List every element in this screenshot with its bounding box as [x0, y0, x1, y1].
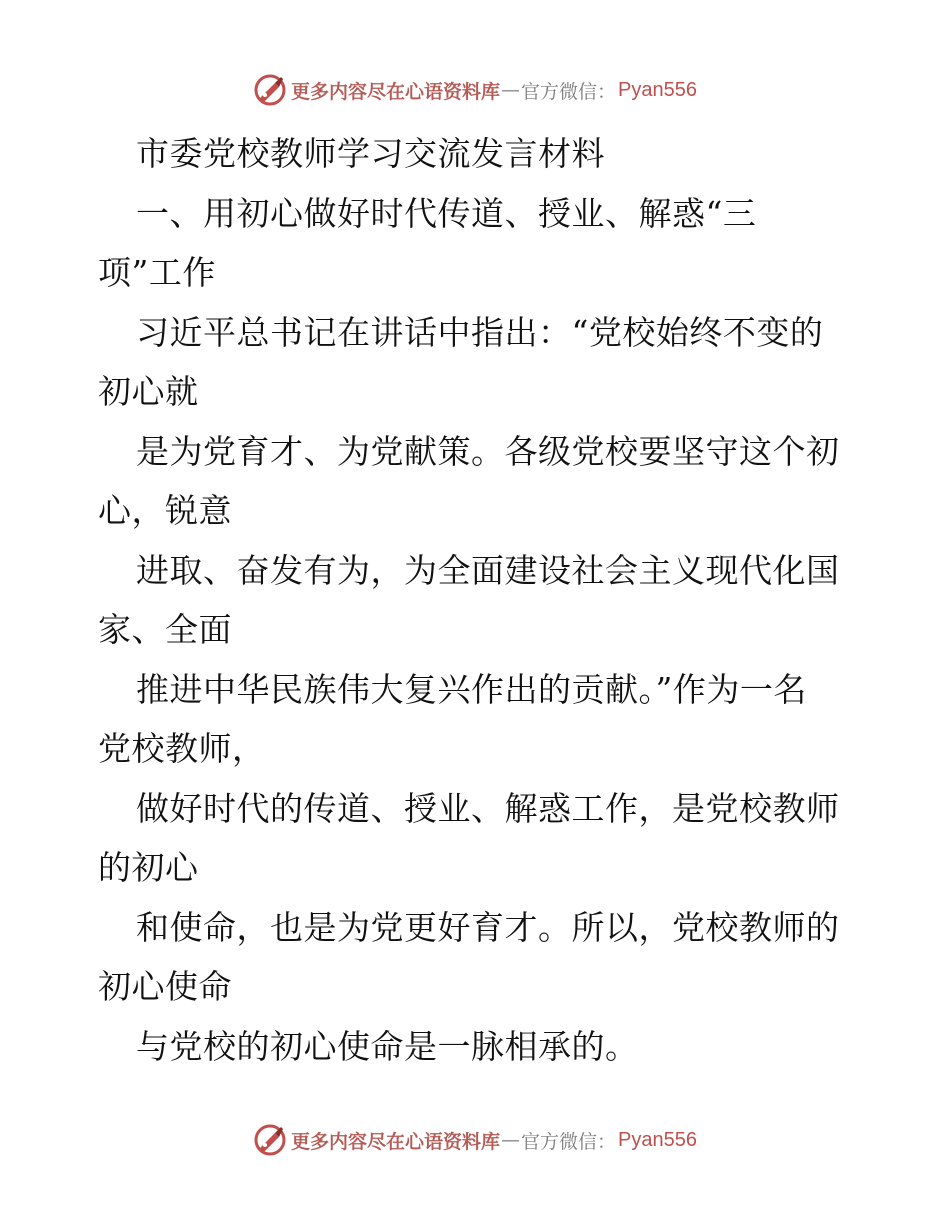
document-line: 习近平总书记在讲话中指出：“党校始终不变的 [136, 312, 824, 352]
document-line: 市委党校教师学习交流发言材料 [136, 134, 605, 173]
banner-wechat-id: Pyan556 [618, 1128, 697, 1151]
document-line: 与党校的初心使命是一脉相承的。 [136, 1026, 639, 1066]
header-watermark-banner [0, 70, 950, 110]
banner-wechat-label: 官方微信： [521, 80, 617, 103]
document-line: 一、用初心做好时代传道、授业、解惑“三 [136, 193, 757, 233]
banner-dash: — [501, 79, 521, 101]
document-line: 的初心 [98, 848, 199, 887]
document-line: 进取、奋发有为，为全面建设社会主义现代化国 [136, 550, 840, 590]
pen-circle-logo-icon [253, 1123, 287, 1157]
document-line: 初心就 [98, 372, 199, 411]
banner-dash: — [501, 1129, 521, 1151]
pen-circle-logo-icon [253, 73, 287, 107]
banner-title: 更多内容尽在心语资料库 [291, 80, 501, 103]
document-body [98, 124, 858, 1076]
document-line: 推进中华民族伟大复兴作出的贡献。”作为一名 [136, 669, 807, 709]
document-line: 和使命，也是为党更好育才。所以，党校教师的 [136, 907, 840, 947]
banner-wechat-label: 官方微信： [521, 1130, 617, 1153]
document-line: 是为党育才、为党献策。各级党校要坚守这个初 [136, 431, 840, 471]
document-line: 项”工作 [98, 253, 216, 292]
banner-wechat-id: Pyan556 [618, 78, 697, 101]
document-line: 家、全面 [98, 610, 232, 649]
banner-title: 更多内容尽在心语资料库 [291, 1130, 501, 1153]
document-line: 做好时代的传道、授业、解惑工作，是党校教师 [136, 788, 840, 828]
document-line: 初心使命 [98, 967, 232, 1006]
document-line: 党校教师， [98, 729, 266, 768]
document-line: 心，锐意 [98, 491, 232, 530]
footer-watermark-banner [0, 1120, 950, 1160]
